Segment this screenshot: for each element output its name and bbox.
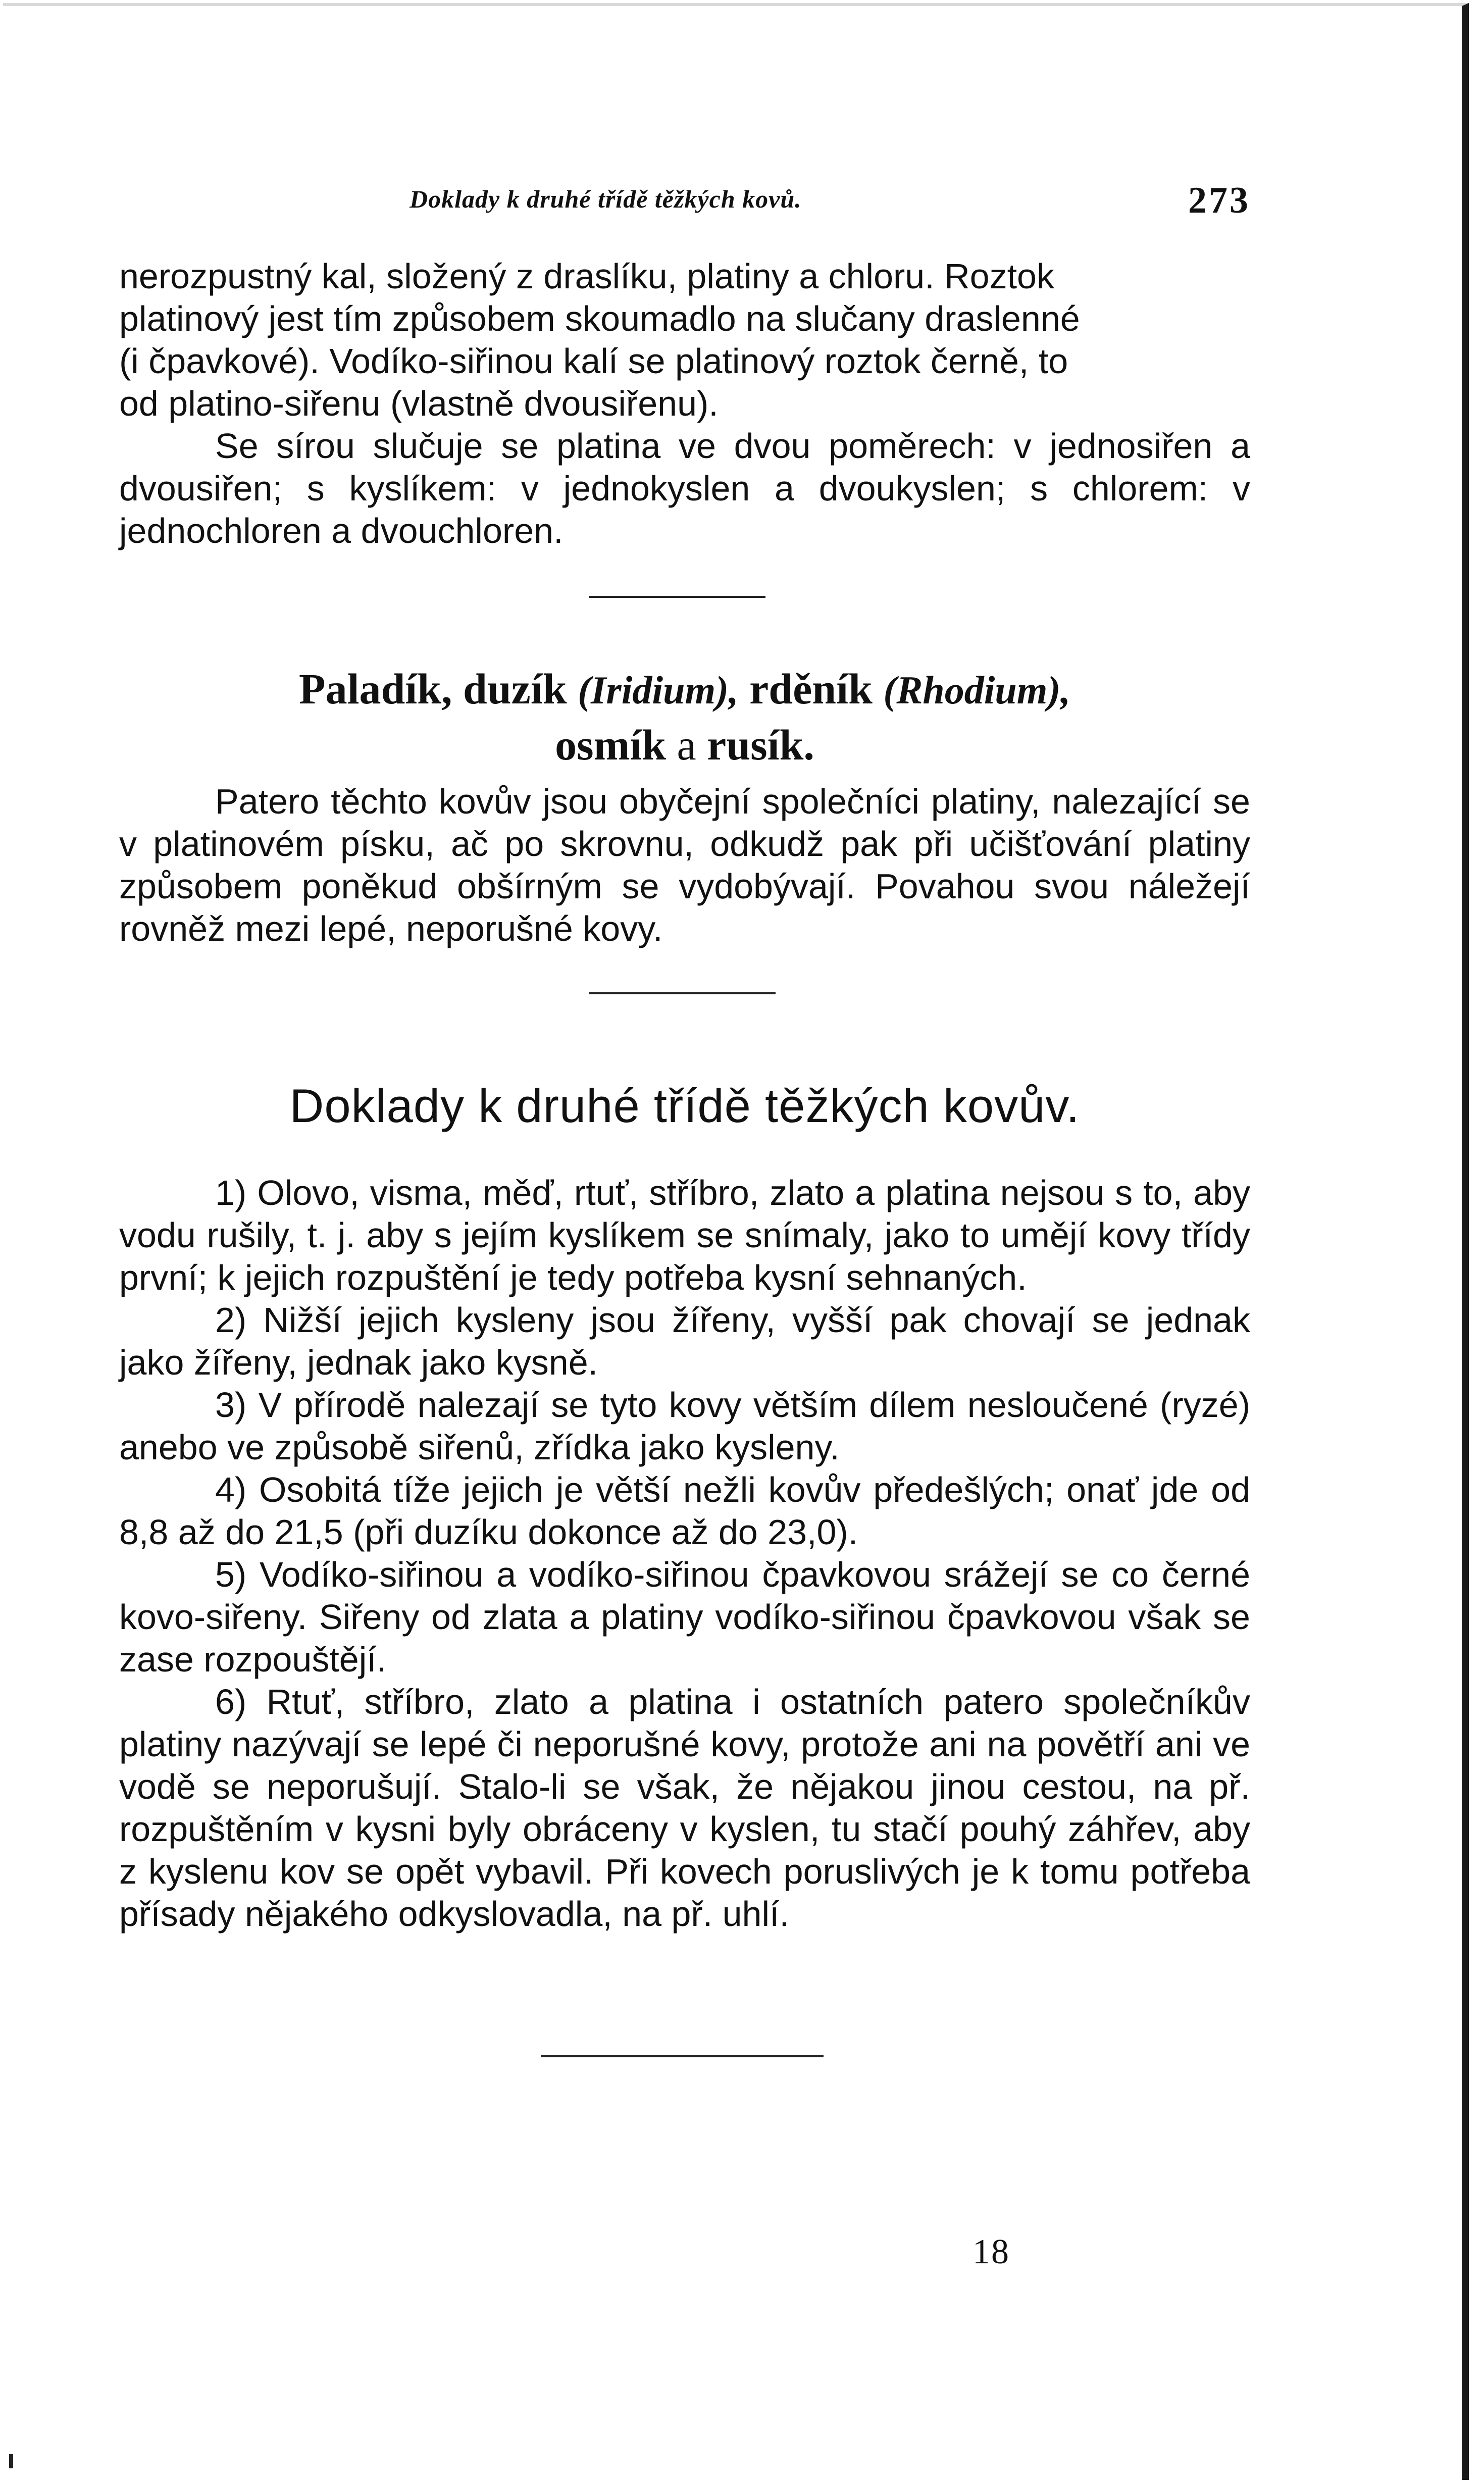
list-item: 6) Rtuť, stříbro, zlato a platina i ostatních patero společníkův platiny nazývají se lepé či neporušné kovy, protože ani na povětří ani ve vodě se neporušují. Stalo-li se však, že nějakou jinou cestou, na př. rozpuštěním v kysni byly obráceny v kyslen, tu stačí pouhý záhřev, aby z kyslenu kov se opět vybavil. Při kovech poruslivých je k tomu potřeba přísady nějakého odkyslovadla, na př. uhlí.: [119, 1682, 1250, 1934]
heading-conjunction: a: [677, 721, 696, 769]
paragraph-platinum-companions: Patero těchto kovův jsou obyčejní společníci platiny, nalezající se v platinovém písku, ač po skrovnu, odkudž pak při učišťování platiny způsobem poněkud obšírným se vydobývají. Povahou svou náležejí rovněž mezi lepé, neporušné kovy.: [119, 782, 1250, 948]
heading-word: osmík: [555, 721, 666, 769]
heading-word: rusík.: [707, 721, 814, 769]
section-divider: [589, 596, 765, 598]
section-heading-platinum-metals: [119, 662, 1250, 772]
platinum-metals-text-block: [119, 780, 1250, 950]
continued-text-block: [119, 255, 1250, 552]
signature-mark: 18: [973, 2233, 1010, 2271]
list-item: 5) Vodíko-siřinou a vodíko-siřinou čpavkovou srážejí se co černé kovo-siřeny. Siřeny od zlata a platiny vodíko-siřinou čpavkovou však se zase rozpouštějí.: [119, 1555, 1250, 1679]
heading-word: rděník: [749, 665, 873, 713]
list-item: 1) Olovo, visma, měď, rtuť, stříbro, zlato a platina nejsou s to, aby vodu rušily, t. j. aby s jejím kyslíkem se snímaly, jako to umějí kovy třídy první; k jejich rozpuštění je tedy potřeba kysní sehnaných.: [119, 1173, 1250, 1297]
section-divider: [589, 992, 776, 994]
heading-latin-name: (Iridium),: [578, 668, 739, 712]
paragraph-sulfur-compounds: Se sírou slučuje se platina ve dvou poměrech: v jednosiřen a dvousiřen; s kyslíkem: v jednokyslen a dvoukyslen; s chlorem: v jednochloren a dvouchloren.: [119, 426, 1250, 550]
text-line: platinový jest tím způsobem skoumadlo na slučany draslenné: [119, 299, 1080, 338]
page-number: 273: [1188, 180, 1250, 221]
list-item: 4) Osobitá tíže jejich je větší nežli kovův předešlých; onať jde od 8,8 až do 21,5 (při duzíku dokonce až do 23,0).: [119, 1470, 1250, 1552]
numbered-points-block: [119, 1172, 1250, 1935]
scan-speck: [9, 2454, 13, 2468]
text-line: od platino-siřenu (vlastně dvousiřenu).: [119, 384, 719, 423]
running-title: Doklady k druhé třídě těžkých kovů.: [410, 185, 802, 213]
text-line: nerozpustný kal, složený z draslíku, platiny a chloru. Roztok: [119, 257, 1054, 296]
heading-word: Paladík,: [299, 665, 452, 713]
text-line: (i čpavkové). Vodíko-siřinou kalí se platinový roztok černě, to: [119, 341, 1068, 381]
list-item: 2) Nižší jejich kysleny jsou žířeny, vyšší pak chovají se jednak jako žířeny, jednak jako kysně.: [119, 1300, 1250, 1382]
book-page: [119, 0, 1250, 2486]
section-divider: [541, 2055, 824, 2057]
section-heading-doklady: Doklady k druhé třídě těžkých kovův.: [289, 1079, 1080, 1132]
list-item: 3) V přírodě nalezají se tyto kovy větším dílem nesloučené (ryzé) anebo ve způsobě siřenů, zřídka jako kysleny.: [119, 1385, 1250, 1467]
heading-latin-name: (Rhodium),: [883, 668, 1070, 712]
running-head: [119, 179, 1250, 230]
heading-word: duzík: [463, 665, 567, 713]
